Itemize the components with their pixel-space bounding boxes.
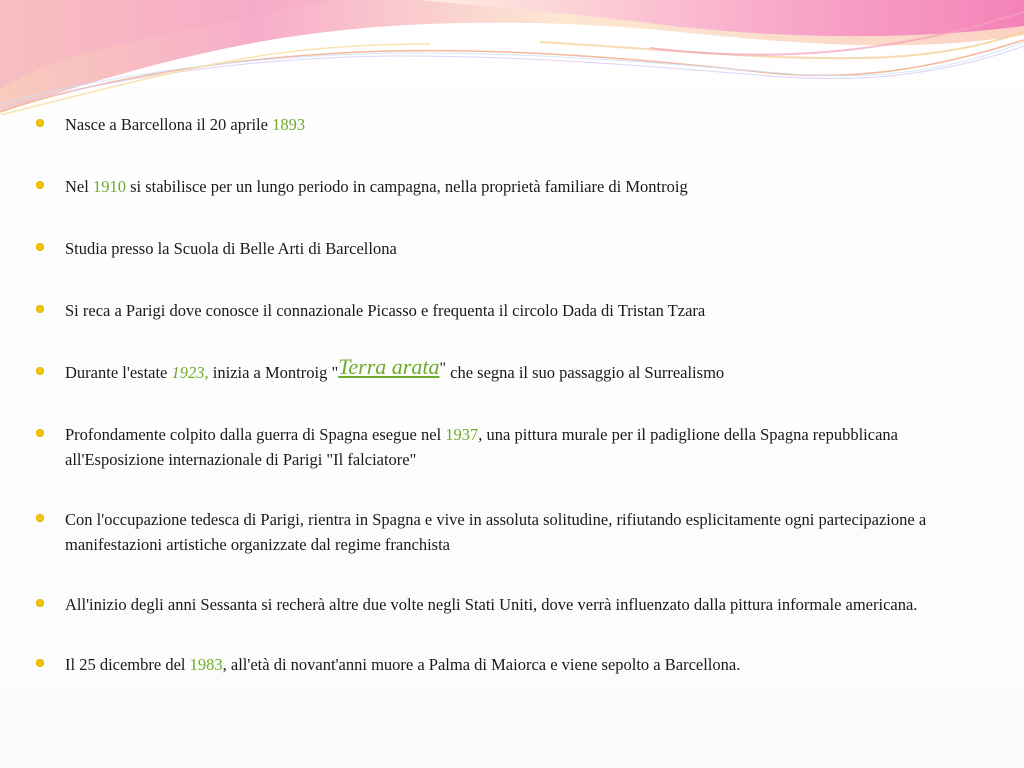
bullet-item-1910 [36, 174, 984, 199]
bullet-item-1937 [36, 422, 984, 472]
bullet-item-1923 [36, 354, 984, 385]
bullet-text: Si reca a Parigi dove conosce il connazionale Picasso e frequenta il circolo Dada di Tristan Tzara [65, 301, 706, 320]
bullet-item-paris [36, 298, 984, 323]
year-text: 1937 [445, 425, 479, 444]
year-text: 1893 [272, 115, 306, 134]
round-bullet-icon [36, 659, 44, 667]
bullet-text: Nel [65, 177, 93, 196]
round-bullet-icon [36, 181, 44, 189]
year-text: 1983 [189, 655, 223, 674]
bullet-text-after: , una pittura murale per il padiglione della Spagna repubblicana all'Esposizione internazionale di Parigi "Il falciatore" [65, 425, 898, 469]
content-area [36, 112, 984, 677]
bullet-text: Il 25 dicembre del [65, 655, 190, 674]
bullet-text: Studia presso la Scuola di Belle Arti di Barcellona [65, 239, 397, 258]
header-wave-decoration [0, 0, 1024, 115]
bullet-text: Durante l'estate [65, 363, 172, 382]
year-text: 1910 [92, 177, 126, 196]
bullet-text-after: si stabilisce per un lungo periodo in campagna, nella proprietà familiare di Montroig [125, 177, 688, 196]
year-text: 1923, [171, 363, 209, 382]
bullet-item-1983 [36, 652, 984, 677]
round-bullet-icon [36, 243, 44, 251]
bullet-text: Con l'occupazione tedesca di Parigi, rientra in Spagna e vive in assoluta solitudine, rifiutando esplicitamente ogni partecipazione a manifestazioni artistiche organizzate dal regime franchista [65, 510, 927, 554]
bullet-text-middle: inizia a Montroig " [208, 363, 339, 382]
bullet-text-after: che segna il suo passaggio al Surrealismo [446, 363, 725, 382]
bullet-item-occupation [36, 507, 984, 557]
bullet-text: All'inizio degli anni Sessanta si recherà altre due volte negli Stati Uniti, dove verrà influenzato dalla pittura informale americana. [65, 595, 918, 614]
round-bullet-icon [36, 305, 44, 313]
round-bullet-icon [36, 514, 44, 522]
round-bullet-icon [36, 119, 44, 127]
bullet-text-after: , all'età di novant'anni muore a Palma di Maiorca e viene sepolto a Barcellona. [222, 655, 741, 674]
bullet-item-study [36, 236, 984, 261]
bullet-item-birth [36, 112, 984, 137]
bullet-text: Nasce a Barcellona il 20 aprile [65, 115, 273, 134]
bullet-text: Profondamente colpito dalla guerra di Spagna esegue nel [65, 425, 446, 444]
artwork-title-link[interactable]: Terra arata [338, 354, 440, 379]
round-bullet-icon [36, 429, 44, 437]
round-bullet-icon [36, 367, 44, 375]
quote-close: " [439, 360, 446, 377]
bullet-item-usa [36, 592, 984, 617]
round-bullet-icon [36, 599, 44, 607]
